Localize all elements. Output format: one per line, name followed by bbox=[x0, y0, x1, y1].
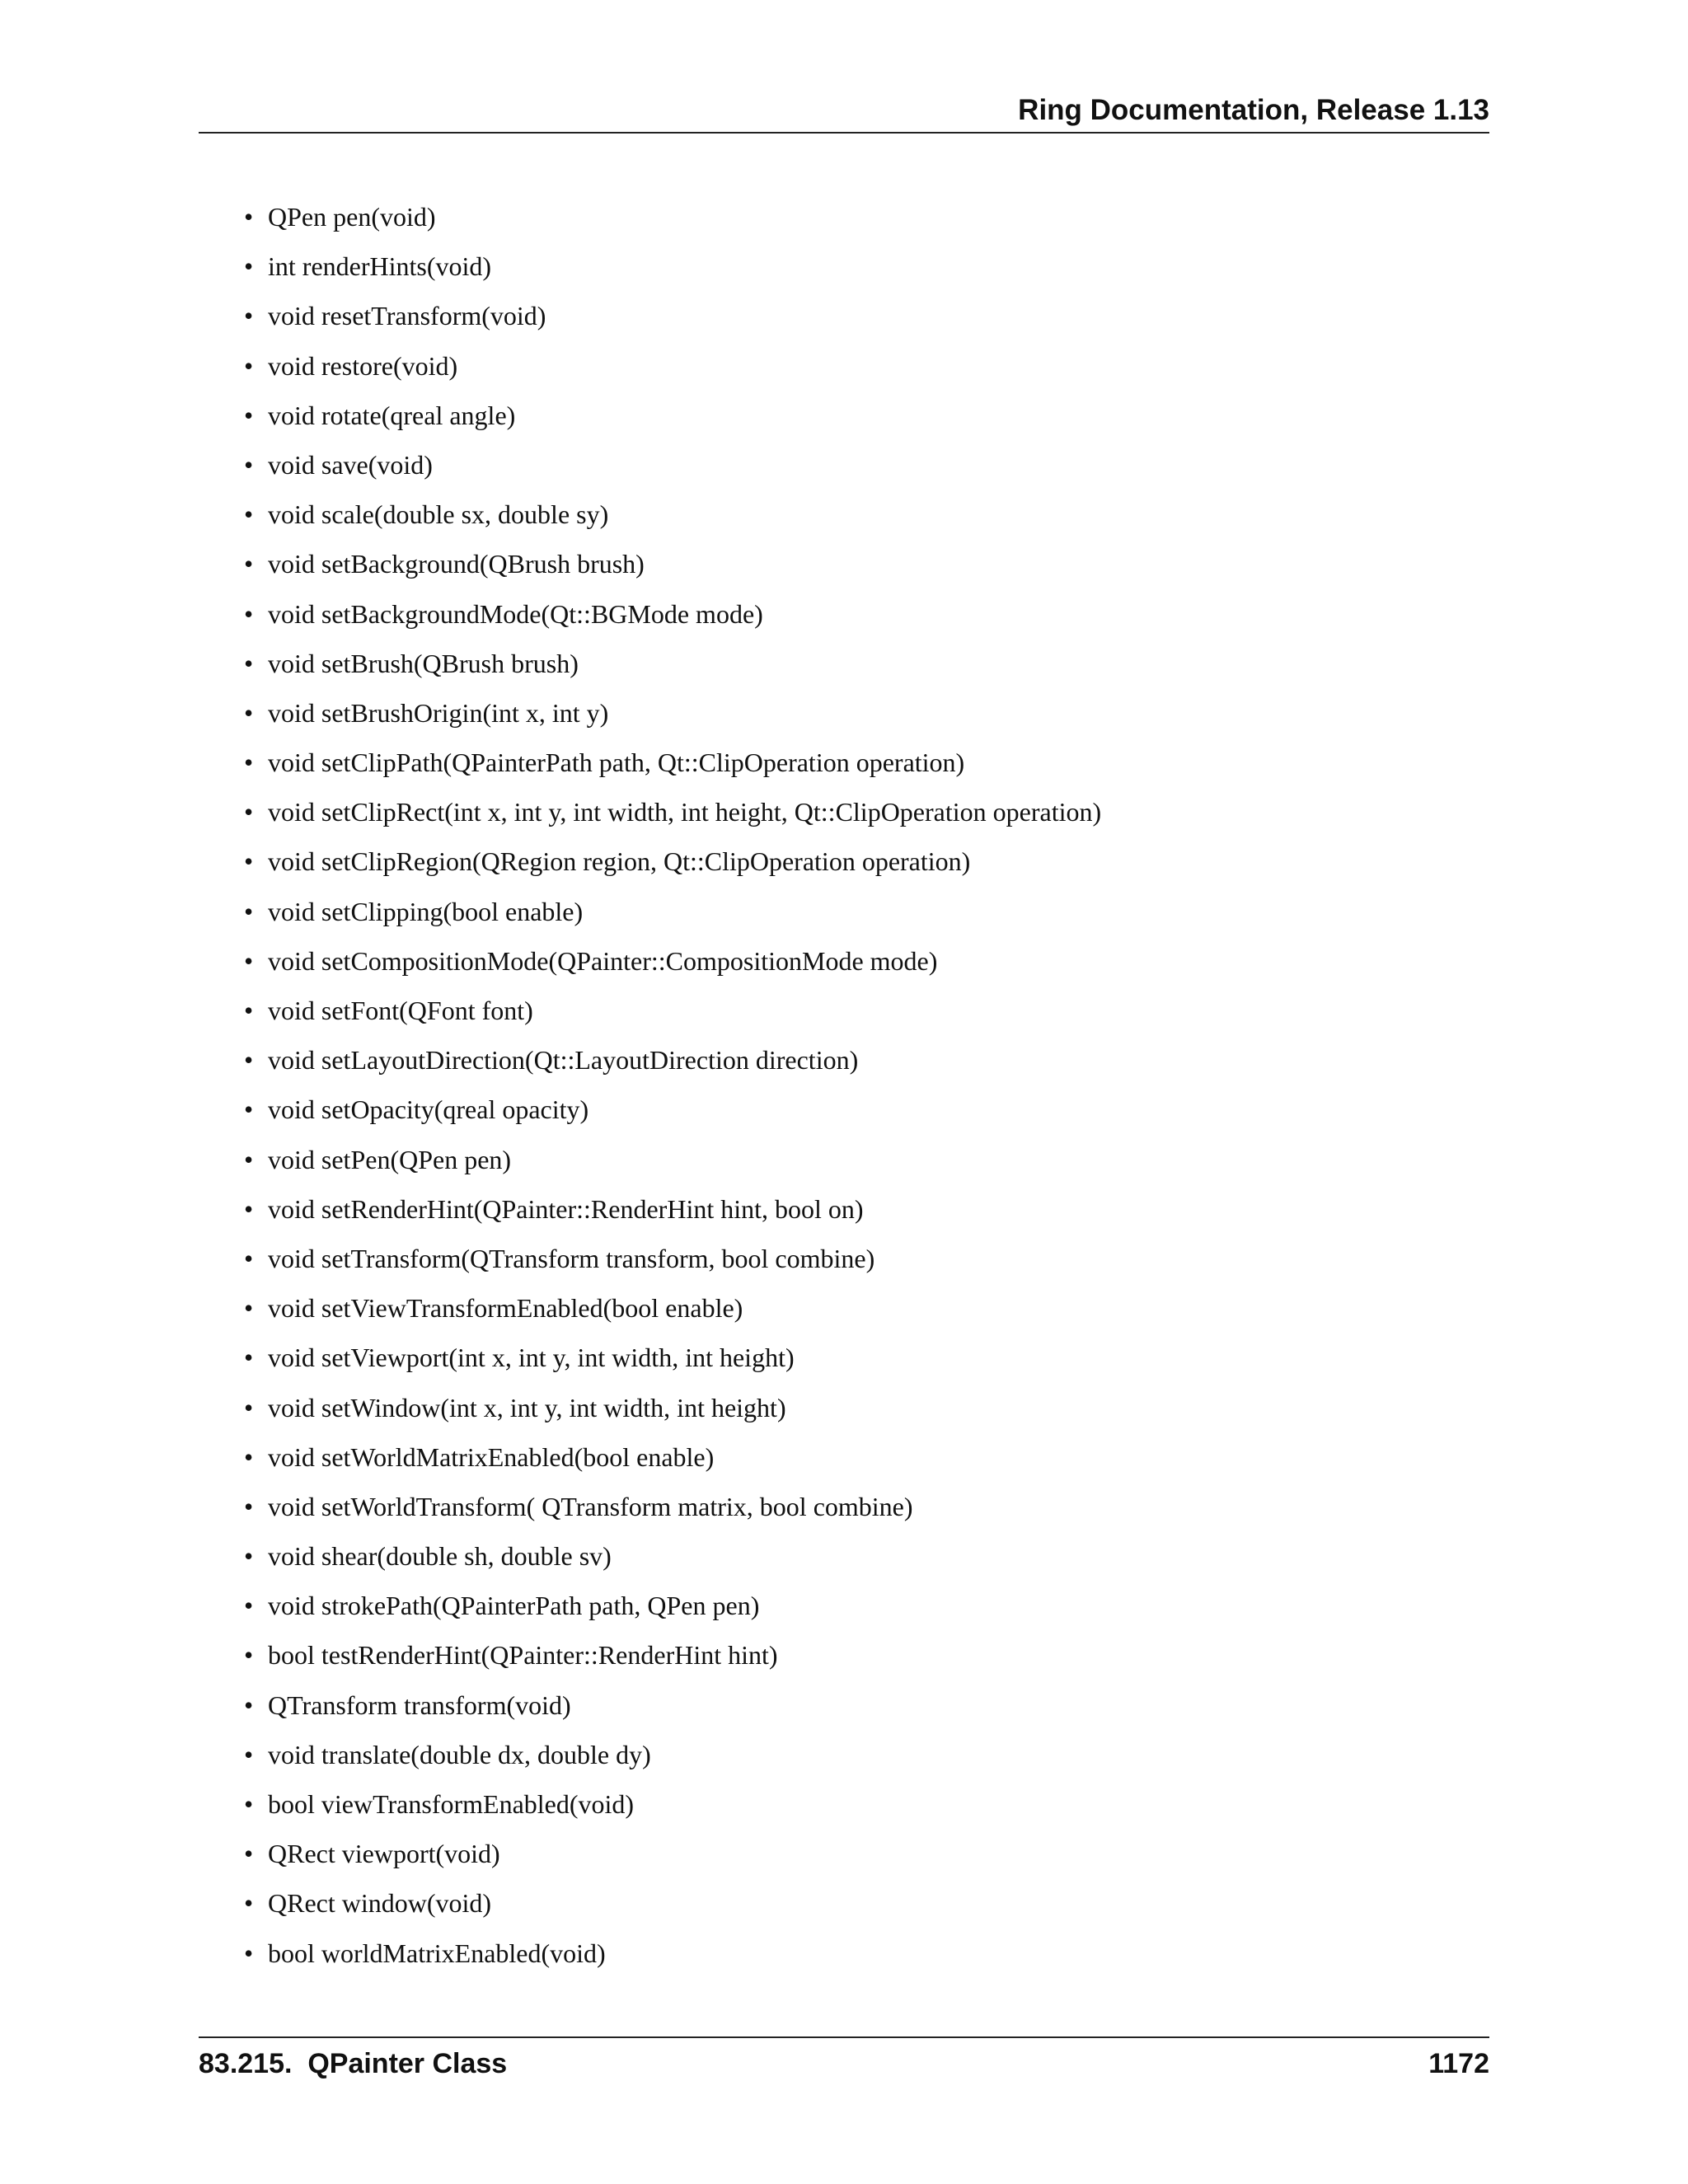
bullet-icon: • bbox=[244, 1392, 254, 1422]
bullet-icon: • bbox=[244, 996, 254, 1025]
bullet-icon: • bbox=[244, 1045, 254, 1076]
method-signature: void setWindow(int x, int y, int width, int height) bbox=[268, 1392, 786, 1422]
method-signature: void translate(double dx, double dy) bbox=[268, 1739, 651, 1769]
bullet-icon: • bbox=[244, 1789, 254, 1819]
method-signature: void setViewport(int x, int y, int width, int height) bbox=[268, 1343, 795, 1373]
list-item bbox=[244, 743, 1101, 792]
list-item bbox=[244, 644, 1101, 693]
method-signature: QRect viewport(void) bbox=[268, 1839, 500, 1869]
list-item bbox=[244, 1536, 1101, 1586]
list-item bbox=[244, 1288, 1101, 1338]
method-signature: bool worldMatrixEnabled(void) bbox=[268, 1938, 606, 1968]
method-signature: void setClipRegion(QRegion region, Qt::ClipOperation operation) bbox=[268, 846, 971, 877]
list-item bbox=[244, 1239, 1101, 1288]
list-item bbox=[244, 346, 1101, 396]
method-signature: void strokePath(QPainterPath path, QPen pen) bbox=[268, 1591, 760, 1621]
bullet-icon: • bbox=[244, 1690, 254, 1720]
bullet-icon: • bbox=[244, 1888, 254, 1919]
section-title: 83.215. QPainter Class bbox=[199, 2048, 508, 2079]
method-signature: void setClipRect(int x, int y, int width, int height, Qt::ClipOperation operation) bbox=[268, 797, 1102, 827]
list-item bbox=[244, 1685, 1101, 1735]
list-item bbox=[244, 1834, 1101, 1883]
bullet-icon: • bbox=[244, 1144, 254, 1174]
bullet-icon: • bbox=[244, 598, 254, 629]
list-item bbox=[244, 396, 1101, 445]
list-item bbox=[244, 1635, 1101, 1685]
list-item bbox=[244, 1586, 1101, 1635]
bullet-icon: • bbox=[244, 350, 254, 381]
list-item bbox=[244, 1735, 1101, 1784]
method-signature: int renderHints(void) bbox=[268, 251, 492, 282]
list-item bbox=[244, 296, 1101, 345]
list-item bbox=[244, 892, 1101, 941]
method-signature: void setClipPath(QPainterPath path, Qt::ClipOperation operation) bbox=[268, 748, 965, 778]
method-signature: void save(void) bbox=[268, 449, 433, 480]
list-item bbox=[244, 1388, 1101, 1437]
page-footer bbox=[199, 2036, 1489, 2088]
method-signature: bool testRenderHint(QPainter::RenderHint hint) bbox=[268, 1640, 778, 1671]
bullet-icon: • bbox=[244, 499, 254, 530]
bullet-icon: • bbox=[244, 1243, 254, 1273]
list-item bbox=[244, 445, 1101, 494]
list-item bbox=[244, 991, 1101, 1040]
bullet-icon: • bbox=[244, 449, 254, 480]
list-item bbox=[244, 1933, 1101, 1983]
bullet-icon: • bbox=[244, 1839, 254, 1869]
bullet-icon: • bbox=[244, 1094, 254, 1125]
method-signature: void restore(void) bbox=[268, 350, 458, 381]
list-item bbox=[244, 1437, 1101, 1487]
bullet-icon: • bbox=[244, 697, 254, 728]
list-item bbox=[244, 1784, 1101, 1834]
method-signature: void setPen(QPen pen) bbox=[268, 1144, 512, 1174]
method-signature: bool viewTransformEnabled(void) bbox=[268, 1789, 635, 1819]
method-signature: void setRenderHint(QPainter::RenderHint hint, bool on) bbox=[268, 1193, 864, 1224]
list-item bbox=[244, 1090, 1101, 1139]
method-signature: void setOpacity(qreal opacity) bbox=[268, 1094, 589, 1125]
bullet-icon: • bbox=[244, 1193, 254, 1224]
bullet-icon: • bbox=[244, 1938, 254, 1968]
method-signature: void setWorldMatrixEnabled(bool enable) bbox=[268, 1441, 715, 1472]
bullet-icon: • bbox=[244, 797, 254, 827]
method-signature: QRect window(void) bbox=[268, 1888, 492, 1919]
bullet-icon: • bbox=[244, 1591, 254, 1621]
method-list bbox=[244, 197, 1101, 1983]
list-item bbox=[244, 594, 1101, 644]
method-signature: void setBackgroundMode(Qt::BGMode mode) bbox=[268, 598, 763, 629]
page-header bbox=[199, 89, 1489, 134]
list-item bbox=[244, 1883, 1101, 1933]
bullet-icon: • bbox=[244, 1441, 254, 1472]
method-signature: void setBrushOrigin(int x, int y) bbox=[268, 697, 609, 728]
method-signature: void setCompositionMode(QPainter::CompositionMode mode) bbox=[268, 945, 938, 976]
list-item bbox=[244, 1487, 1101, 1536]
document-title: Ring Documentation, Release 1.13 bbox=[1018, 94, 1489, 126]
method-signature: void setBackground(QBrush brush) bbox=[268, 549, 645, 579]
bullet-icon: • bbox=[244, 301, 254, 331]
list-item bbox=[244, 197, 1101, 246]
list-item bbox=[244, 792, 1101, 841]
method-signature: void setFont(QFont font) bbox=[268, 996, 533, 1025]
bullet-icon: • bbox=[244, 1541, 254, 1572]
list-item bbox=[244, 1338, 1101, 1387]
bullet-icon: • bbox=[244, 1343, 254, 1373]
bullet-icon: • bbox=[244, 945, 254, 976]
method-signature: void setClipping(bool enable) bbox=[268, 896, 584, 926]
method-signature: void scale(double sx, double sy) bbox=[268, 499, 609, 530]
bullet-icon: • bbox=[244, 400, 254, 430]
method-signature: void setWorldTransform( QTransform matrix, bool combine) bbox=[268, 1491, 913, 1521]
bullet-icon: • bbox=[244, 1640, 254, 1671]
method-signature: QPen pen(void) bbox=[268, 202, 436, 232]
bullet-icon: • bbox=[244, 1491, 254, 1521]
page-number: 1172 bbox=[1428, 2048, 1489, 2079]
bullet-icon: • bbox=[244, 1293, 254, 1324]
list-item bbox=[244, 1189, 1101, 1239]
method-signature: QTransform transform(void) bbox=[268, 1690, 571, 1720]
bullet-icon: • bbox=[244, 549, 254, 579]
list-item bbox=[244, 246, 1101, 296]
method-signature: void setViewTransformEnabled(bool enable) bbox=[268, 1293, 743, 1324]
list-item bbox=[244, 1140, 1101, 1189]
list-item bbox=[244, 494, 1101, 544]
method-signature: void setLayoutDirection(Qt::LayoutDirection direction) bbox=[268, 1045, 859, 1076]
method-signature: void setBrush(QBrush brush) bbox=[268, 648, 579, 678]
bullet-icon: • bbox=[244, 251, 254, 282]
bullet-icon: • bbox=[244, 1739, 254, 1769]
method-signature: void setTransform(QTransform transform, bool combine) bbox=[268, 1243, 875, 1273]
bullet-icon: • bbox=[244, 846, 254, 877]
list-item bbox=[244, 1040, 1101, 1090]
list-item bbox=[244, 841, 1101, 891]
method-signature: void rotate(qreal angle) bbox=[268, 400, 516, 430]
list-item bbox=[244, 544, 1101, 593]
list-item bbox=[244, 941, 1101, 991]
bullet-icon: • bbox=[244, 648, 254, 678]
bullet-icon: • bbox=[244, 748, 254, 778]
bullet-icon: • bbox=[244, 202, 254, 232]
bullet-icon: • bbox=[244, 896, 254, 926]
method-signature: void resetTransform(void) bbox=[268, 301, 546, 331]
list-item bbox=[244, 693, 1101, 743]
method-signature: void shear(double sh, double sv) bbox=[268, 1541, 612, 1572]
